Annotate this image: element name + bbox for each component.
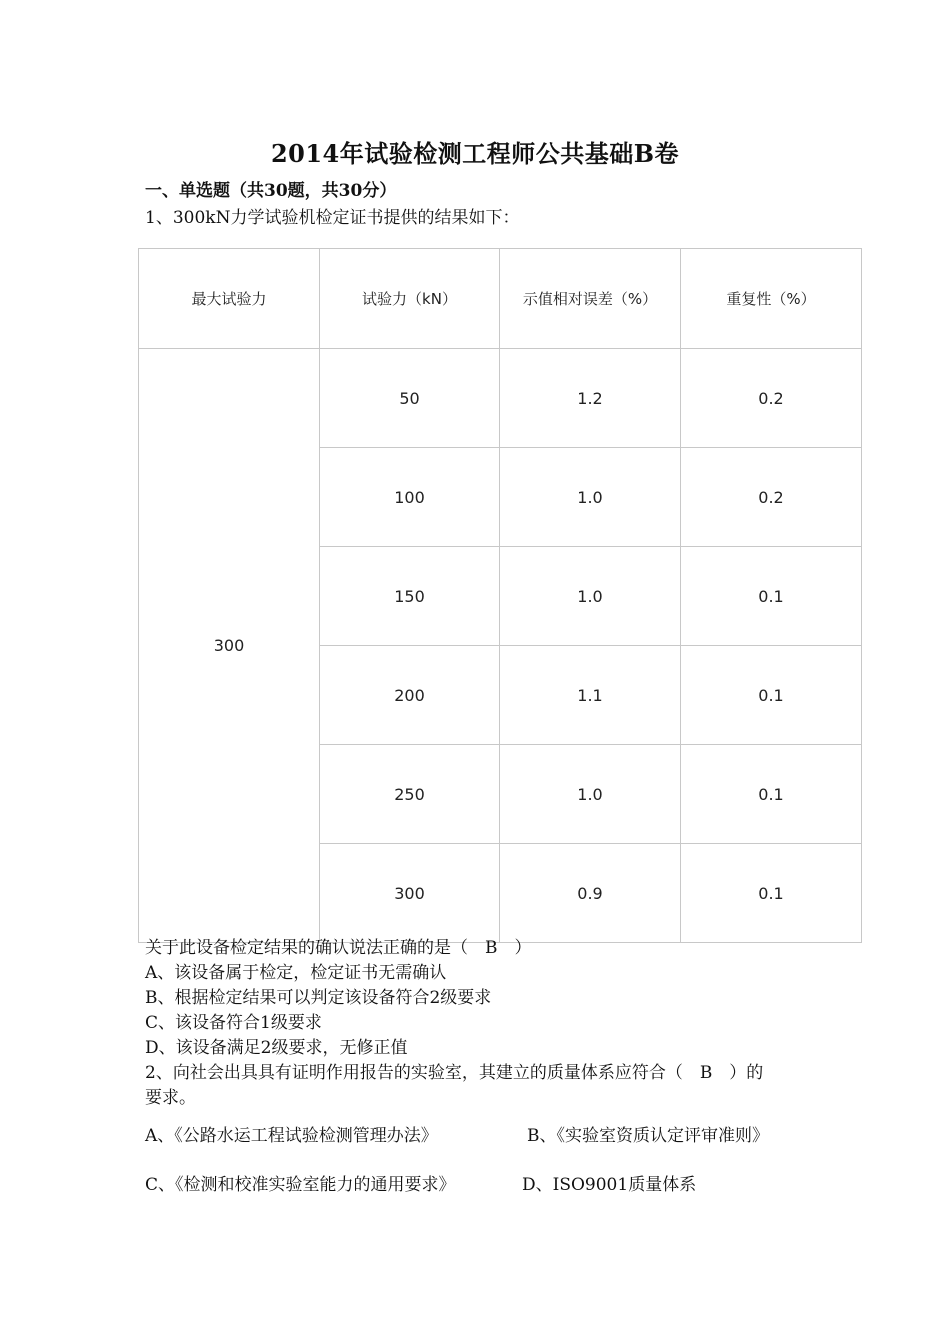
calibration-results-table [138,248,862,943]
table-header-row [139,249,862,349]
max-force-cell: 300 [139,349,320,943]
repeatability-cell: 0.2 [681,448,862,547]
repeatability-cell: 0.1 [681,844,862,943]
test-force-cell: 150 [320,547,500,646]
relative-error-cell: 1.1 [500,646,681,745]
test-force-cell: 300 [320,844,500,943]
question-2-option-d: D、ISO9001质量体系 [522,1175,697,1195]
question-1-stem: 1、300kN力学试验机检定证书提供的结果如下： [145,208,520,228]
relative-error-cell: 0.9 [500,844,681,943]
relative-error-cell: 1.0 [500,745,681,844]
repeatability-cell: 0.1 [681,646,862,745]
question-2-option-a: A、《公路水运工程试验检测管理办法》 [145,1126,438,1146]
question-1-prompt: 关于此设备检定结果的确认说法正确的是（ B ） [145,938,532,958]
relative-error-cell: 1.0 [500,448,681,547]
repeatability-cell: 0.2 [681,349,862,448]
repeatability-cell: 0.1 [681,745,862,844]
relative-error-cell: 1.0 [500,547,681,646]
question-1-option-c: C、该设备符合1级要求 [145,1013,322,1033]
question-1-option-a: A、该设备属于检定，检定证书无需确认 [145,963,447,983]
question-2-stem-continued: 要求。 [145,1088,196,1108]
relative-error-cell: 1.2 [500,349,681,448]
question-1-option-b: B、根据检定结果可以判定该设备符合2级要求 [145,988,492,1008]
test-force-cell: 100 [320,448,500,547]
header-repeatability: 重复性（%） [681,249,862,349]
question-2-stem: 2、向社会出具具有证明作用报告的实验室，其建立的质量体系应符合（ B ）的 [145,1063,764,1083]
question-2-option-c: C、《检测和校准实验室能力的通用要求》 [145,1175,456,1195]
section-heading: 一、单选题（共30题，共30分） [145,181,397,201]
question-2-option-b: B、《实验室资质认定评审准则》 [527,1126,769,1146]
test-force-cell: 250 [320,745,500,844]
header-max-force: 最大试验力 [139,249,320,349]
question-1-option-d: D、该设备满足2级要求，无修正值 [145,1038,408,1058]
repeatability-cell: 0.1 [681,547,862,646]
test-force-cell: 200 [320,646,500,745]
document-title: 2014年试验检测工程师公共基础B卷 [270,139,680,168]
header-test-force: 试验力（kN） [320,249,500,349]
header-relative-error: 示值相对误差（%） [500,249,681,349]
test-force-cell: 50 [320,349,500,448]
table-row [139,349,862,448]
